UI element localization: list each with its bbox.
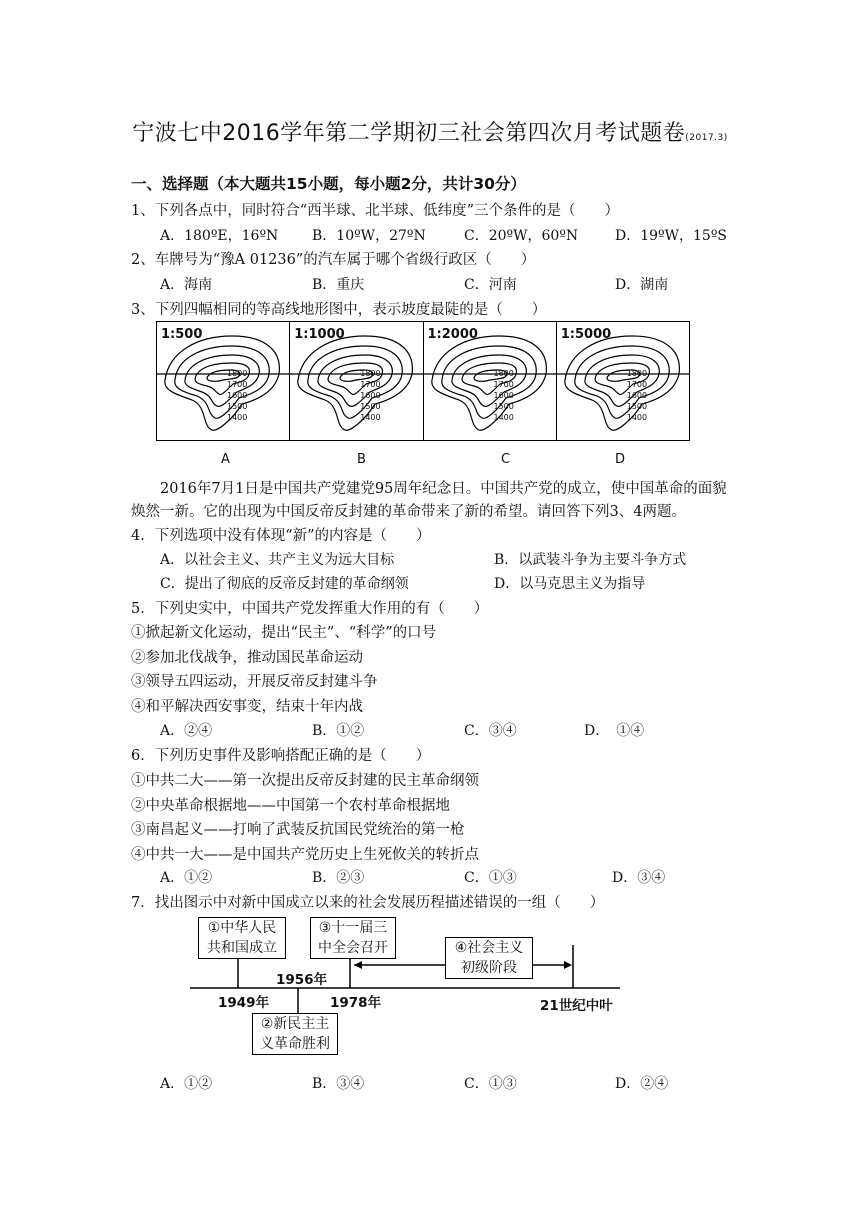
elev-1600: 1600: [227, 391, 248, 400]
elev-1800: 1800: [360, 369, 381, 378]
q6-stem: 6．下列历史事件及影响搭配正确的是（ ）: [131, 748, 431, 764]
q4-option-a[interactable]: A．以社会主义、共产主义为远大目标: [160, 552, 395, 568]
elev-1800: 1800: [227, 369, 248, 378]
q5-statement-2: ②参加北伐战争，推动国民革命运动: [131, 650, 363, 666]
elev-1500: 1500: [626, 402, 648, 411]
q5-option-a[interactable]: A．②④: [160, 723, 213, 739]
timeline-box-1: [198, 917, 286, 959]
q5-statement-3: ③领导五四运动，开展反帝反封建斗争: [131, 674, 378, 690]
q1-option-d[interactable]: D．19ºW，15ºS: [615, 228, 727, 244]
map-label-b[interactable]: B: [357, 452, 366, 467]
timeline-box-4: [445, 937, 533, 979]
page-title: [0, 116, 860, 147]
box3-line1: ③十一届三: [318, 920, 388, 936]
elev-1500: 1500: [227, 402, 248, 411]
contour-lines-d: [557, 322, 690, 440]
contour-map-figure: [156, 321, 690, 441]
q6-option-c[interactable]: C．①③: [464, 870, 517, 886]
elev-1800: 1800: [493, 369, 514, 378]
contour-map-c: [424, 322, 557, 440]
box4-line1: ④社会主义: [454, 940, 524, 956]
q2-stem: 2、车牌号为“豫A 01236”的汽车属于哪个省级行政区（ ）: [131, 252, 536, 268]
contour-map-a: [157, 322, 290, 440]
elev-1400: 1400: [626, 413, 648, 422]
year-21c: 21世纪中叶: [540, 998, 613, 1014]
q1-option-b[interactable]: B．10ºW，27ºN: [312, 228, 426, 244]
timeline-diagram: [190, 915, 640, 1055]
elevation-labels-a: [227, 368, 247, 423]
q3-stem: 3、下列四幅相同的等高线地形图中，表示坡度最陡的是（ ）: [131, 302, 547, 318]
contour-map-d: [557, 322, 689, 440]
q5-option-d[interactable]: D． ①④: [584, 723, 645, 739]
elev-1600: 1600: [360, 391, 381, 400]
q7-option-a[interactable]: A．①②: [160, 1076, 213, 1092]
q1-stem: 1、下列各点中，同时符合“西半球、北半球、低纬度”三个条件的是（ ）: [131, 203, 620, 219]
title-date: (2017.3): [685, 133, 728, 143]
map-scale-c: 1:2000: [427, 327, 478, 342]
q7-option-c[interactable]: C．①③: [464, 1076, 517, 1092]
q5-option-b[interactable]: B．①②: [312, 723, 365, 739]
elev-1700: 1700: [626, 380, 648, 389]
q6-option-a[interactable]: A．①②: [160, 870, 213, 886]
elev-1700: 1700: [493, 380, 514, 389]
q6-option-d[interactable]: D．③④: [612, 870, 666, 886]
contour-lines-b: [290, 322, 423, 440]
q7-stem: 7．找出图示中对新中国成立以来的社会发展历程描述错误的一组（ ）: [131, 895, 605, 911]
q5-stem: 5．下列史实中，中国共产党发挥重大作用的有（ ）: [131, 601, 489, 617]
year-1949: 1949年: [218, 995, 270, 1011]
q5-option-c[interactable]: C．③④: [464, 723, 517, 739]
box1-line2: 共和国成立: [207, 940, 277, 956]
section-heading: 一、选择题（本大题共15小题，每小题2分，共计30分）: [131, 175, 526, 193]
passage-line-2: 焕然一新。它的出现为中国反帝反封建的革命带来了新的希望。请回答下列3、4两题。: [131, 504, 686, 520]
q4-option-b[interactable]: B．以武装斗争为主要斗争方式: [494, 552, 687, 568]
elevation-labels-b: [360, 368, 380, 423]
q6-statement-4: ④中共一大——是中国共产党历史上生死攸关的转折点: [131, 847, 479, 863]
contour-map-b: [290, 322, 423, 440]
q6-statement-1: ①中共二大——第一次提出反帝反封建的民主革命纲领: [131, 773, 479, 789]
box1-line1: ①中华人民: [207, 920, 277, 936]
q4-option-c[interactable]: C．提出了彻底的反帝反封建的革命纲领: [160, 576, 409, 592]
q5-statement-4: ④和平解决西安事变，结束十年内战: [131, 699, 363, 715]
map-label-c[interactable]: C: [501, 452, 511, 467]
box4-line2: 初级阶段: [461, 960, 517, 976]
map-scale-a: 1:500: [161, 327, 203, 342]
contour-lines-a: [157, 322, 290, 440]
elev-1400: 1400: [493, 413, 514, 422]
elev-1800: 1800: [626, 369, 648, 378]
passage-line-1: 2016年7月1日是中国共产党建党95周年纪念日。中国共产党的成立，使中国革命的面貌: [160, 481, 727, 497]
q2-option-a[interactable]: A．海南: [160, 277, 213, 293]
q4-option-d[interactable]: D．以马克思主义为指导: [494, 576, 646, 592]
elev-1500: 1500: [360, 402, 381, 411]
map-label-d[interactable]: D: [615, 452, 626, 467]
elevation-labels-c: [494, 368, 514, 423]
timeline-box-3: [310, 917, 396, 959]
q5-statement-1: ①掀起新文化运动，提出“民主”、“科学”的口号: [131, 625, 437, 641]
q7-option-d[interactable]: D．②④: [615, 1076, 669, 1092]
q4-stem: 4．下列选项中没有体现“新”的内容是（ ）: [131, 528, 431, 544]
elev-1400: 1400: [360, 413, 381, 422]
q6-option-b[interactable]: B．②③: [312, 870, 365, 886]
title-text: 宁波七中2016学年第二学期初三社会第四次月考试题卷: [132, 121, 686, 146]
map-scale-d: 1:5000: [560, 327, 612, 342]
q1-option-c[interactable]: C．20ºW，60ºN: [464, 228, 579, 244]
elevation-labels-d: [627, 368, 647, 423]
q2-option-c[interactable]: C．河南: [464, 277, 517, 293]
box2-line2: 义革命胜利: [260, 1036, 330, 1052]
year-1978: 1978年: [330, 995, 382, 1011]
elev-1700: 1700: [227, 380, 248, 389]
q6-statement-2: ②中央革命根据地——中国第一个农村革命根据地: [131, 798, 450, 814]
q2-option-d[interactable]: D．湖南: [615, 277, 669, 293]
q1-option-a[interactable]: A．180ºE，16ºN: [160, 228, 279, 244]
box2-line1: ②新民主主: [260, 1016, 330, 1032]
timeline-box-2: [252, 1013, 338, 1055]
box3-line2: 中全会召开: [318, 940, 388, 956]
q6-statement-3: ③南昌起义——打响了武装反抗国民党统治的第一枪: [131, 822, 465, 838]
elev-1400: 1400: [227, 413, 248, 422]
map-label-a[interactable]: A: [221, 452, 230, 467]
map-scale-b: 1:1000: [294, 327, 345, 342]
q7-option-b[interactable]: B．③④: [312, 1076, 365, 1092]
contour-lines-c: [424, 322, 557, 440]
elev-1500: 1500: [493, 402, 514, 411]
q2-option-b[interactable]: B．重庆: [312, 277, 365, 293]
elev-1700: 1700: [360, 380, 381, 389]
elev-1600: 1600: [493, 391, 514, 400]
year-1956: 1956年: [276, 972, 328, 988]
elev-1600: 1600: [626, 391, 648, 400]
